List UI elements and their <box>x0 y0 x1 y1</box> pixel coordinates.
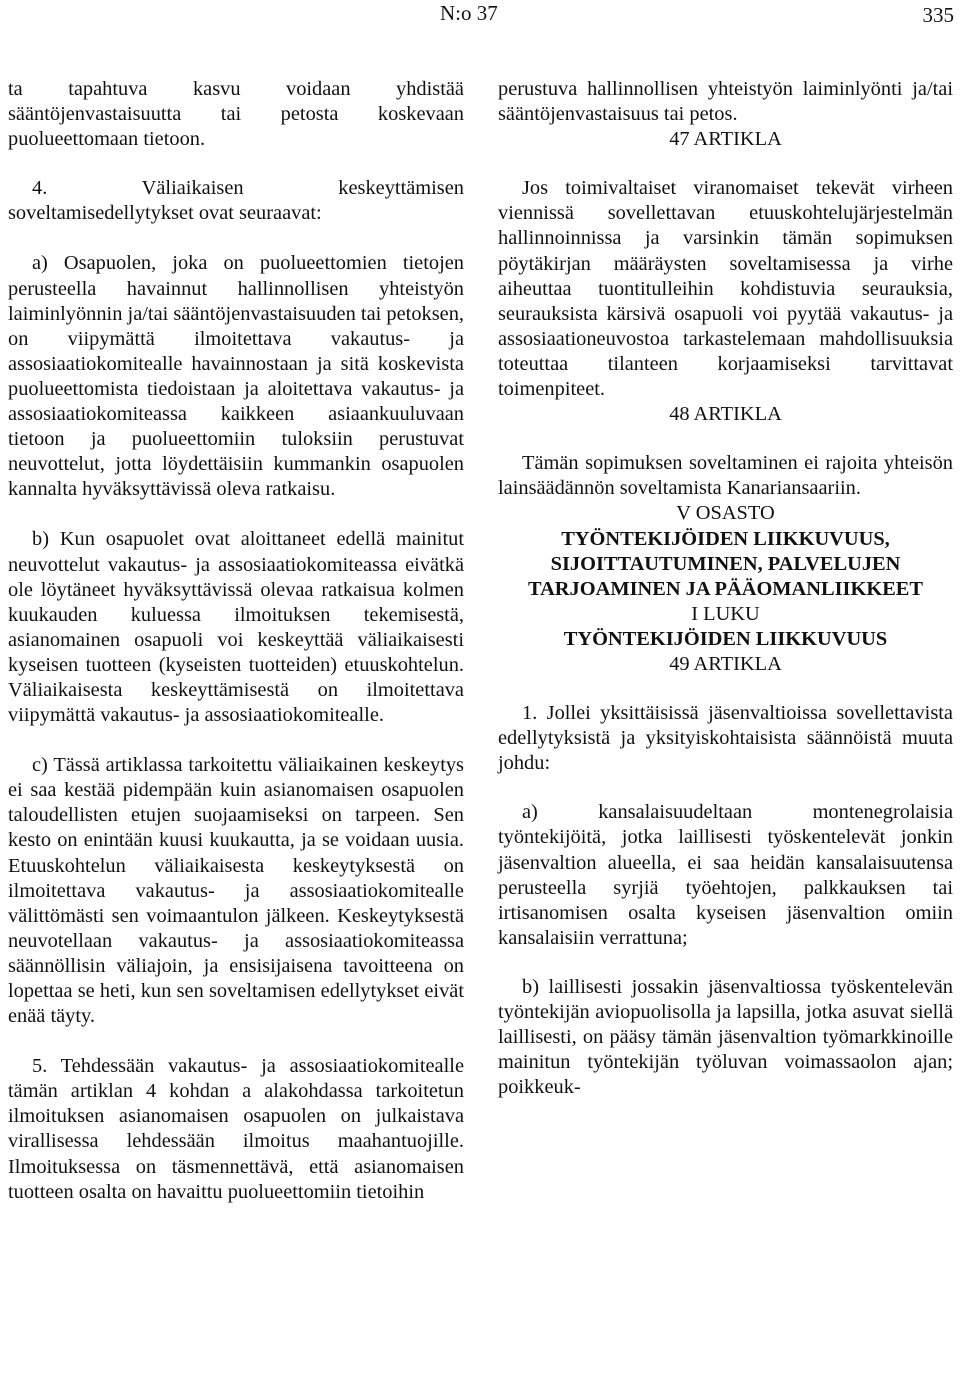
paragraph-continuation-right: perustuva hallinnollisen yhteistyön laiminlyönti ja/tai sääntöjenvastaisuus tai petos. <box>498 78 953 126</box>
article-47-text: Jos toimivaltaiset viranomaiset tekevät virheen viennissä sovellettavan etuuskohtelujärjestelmän hallinnoinnissa ja varsinkin tämän sopimuksen pöytäkirjan määräysten soveltamisessa ja virhe aiheuttaa tuontitulleihin kohdistuvia seurauksia, seurauksista kärsivä osapuoli voi pyytää vakautus- ja assosiaationeuvostoa tarkastelemaan mahdollisuuksia toteuttaa tilanteen korjaamiseksi tarvittavat toimenpiteet. <box>498 177 953 401</box>
issue-number: N:o 37 <box>440 1 498 25</box>
paragraph-4: 4. Väliaikaisen keskeyttämisen soveltamisedellytykset ovat seuraavat: <box>8 177 464 225</box>
chapter-heading: I LUKU <box>691 602 760 625</box>
paragraph-4b: b) Kun osapuolet ovat aloittaneet edellä mainitut neuvottelut vakautus- ja assosiaatiokomiteassa eivätkä ole löytäneet hyväksyttävissä olevaa ratkaisua kolmen kuukauden kuluessa ilmoituksen tekemisestä, asianomainen osapuoli voi keskeyttää väliaikaisesti kyseisen tuotteen (kyseisten tuotteiden) etuuskohtelun. Väliaikaisesta keskeyttämisestä on ilmoitettava viipymättä vakautus- ja assosiaatiokomitealle. <box>8 528 464 727</box>
article-49-point-b: b) laillisesti jossakin jäsenvaltiossa työskentelevän työntekijän aviopuolisolla ja lapsilla, jotka asuvat siellä laillisesti, on pääsy tämän jäsenvaltion työmarkkinoille mainitun työntekijän työluvan voimassaolon ajan; poikkeuk- <box>498 975 953 1099</box>
page-header <box>0 0 960 40</box>
paragraph-5: 5. Tehdessään vakautus- ja assosiaatiokomitealle tämän artiklan 4 kohdan a alakohdassa tarkoitetun ilmoituksen asianomaisen osapuolen on julkaistava virallisessa lehdessään ilmoitus maahantuojille. Ilmoituksessa on täsmennettävä, että asianomaisen tuotteen osalta on havaittu puolueettomiin tietoihin <box>8 1055 464 1203</box>
article-47-heading: 47 ARTIKLA <box>669 128 782 151</box>
right-column <box>498 77 953 1100</box>
article-49-heading: 49 ARTIKLA <box>669 652 782 675</box>
part-heading: V OSASTO <box>676 502 775 525</box>
article-48-heading: 48 ARTIKLA <box>669 403 782 426</box>
left-column <box>8 77 464 1205</box>
article-48-text: Tämän sopimuksen soveltaminen ei rajoita yhteisön lainsäädännön soveltamista Kanariansaariin. <box>498 452 953 500</box>
article-49-point-a: a) kansalaisuudeltaan montenegrolaisia työntekijöitä, jotka laillisesti työskentelevät jonkin jäsenvaltion alueella, ei saa heidän kansalaisuutensa perusteella syrjiä työehtojen, palkkauksen tai irtisanomisen osalta kyseisen jäsenvaltion omiin kansalaisiin verrattuna; <box>498 801 953 949</box>
paragraph-continuation: ta tapahtuva kasvu voidaan yhdistää sääntöjenvastaisuutta tai petosta koskevaan puolueettomaan tietoon. <box>8 78 464 151</box>
page-number: 335 <box>922 3 954 27</box>
part-subheading: TYÖNTEKIJÖIDEN LIIKKUVUUS, SIJOITTAUTUMINEN, PALVELUJEN TARJOAMINEN JA PÄÄOMANLIIKKEET <box>528 527 923 600</box>
paragraph-4a: a) Osapuolen, joka on puolueettomien tietojen perusteella havainnut hallinnollisen yhteistyön laiminlyönnin ja/tai sääntöjenvastaisuuden tai petoksen, on viipymättä ilmoitettava vakautus- ja assosiaatiokomitealle havainnostaan ja sitä koskevista puolueettomista tiedoistaan ja aloitettava vakautus- ja assosiaatiokomiteassa kaikkeen asiaankuuluvaan tietoon ja puolueettomiin tuloksiin perustuvat neuvottelut, jotta löydettäisiin kummankin osapuolen kannalta hyväksyttävissä oleva ratkaisu. <box>8 252 464 501</box>
paragraph-4c: c) Tässä artiklassa tarkoitettu väliaikainen keskeytys ei saa kestää pidempään kuin asianomaisen osapuolen taloudellisten etujen suojaamiseksi on tarpeen. Sen kesto on enintään kuusi kuukautta, ja se voidaan uusia. Etuuskohtelun väliaikaisesta keskeytyksestä on ilmoitettava vakautus- ja assosiaatiokomitealle välittömästi sen voimaantulon jälkeen. Keskeytyksestä neuvotellaan vakautus- ja assosiaatiokomiteassa säännöllisin väliajoin, ja ensisijaisena tavoitteena on lopettaa se heti, kun sen soveltamisen edellytykset eivät enää täyty. <box>8 754 464 1028</box>
chapter-subheading: TYÖNTEKIJÖIDEN LIIKKUVUUS <box>563 627 888 650</box>
article-49-paragraph-1: 1. Jollei yksittäisissä jäsenvaltioissa sovellettavista edellytyksistä ja yksityiskohtaisista säännöistä muuta johdu: <box>498 702 953 775</box>
